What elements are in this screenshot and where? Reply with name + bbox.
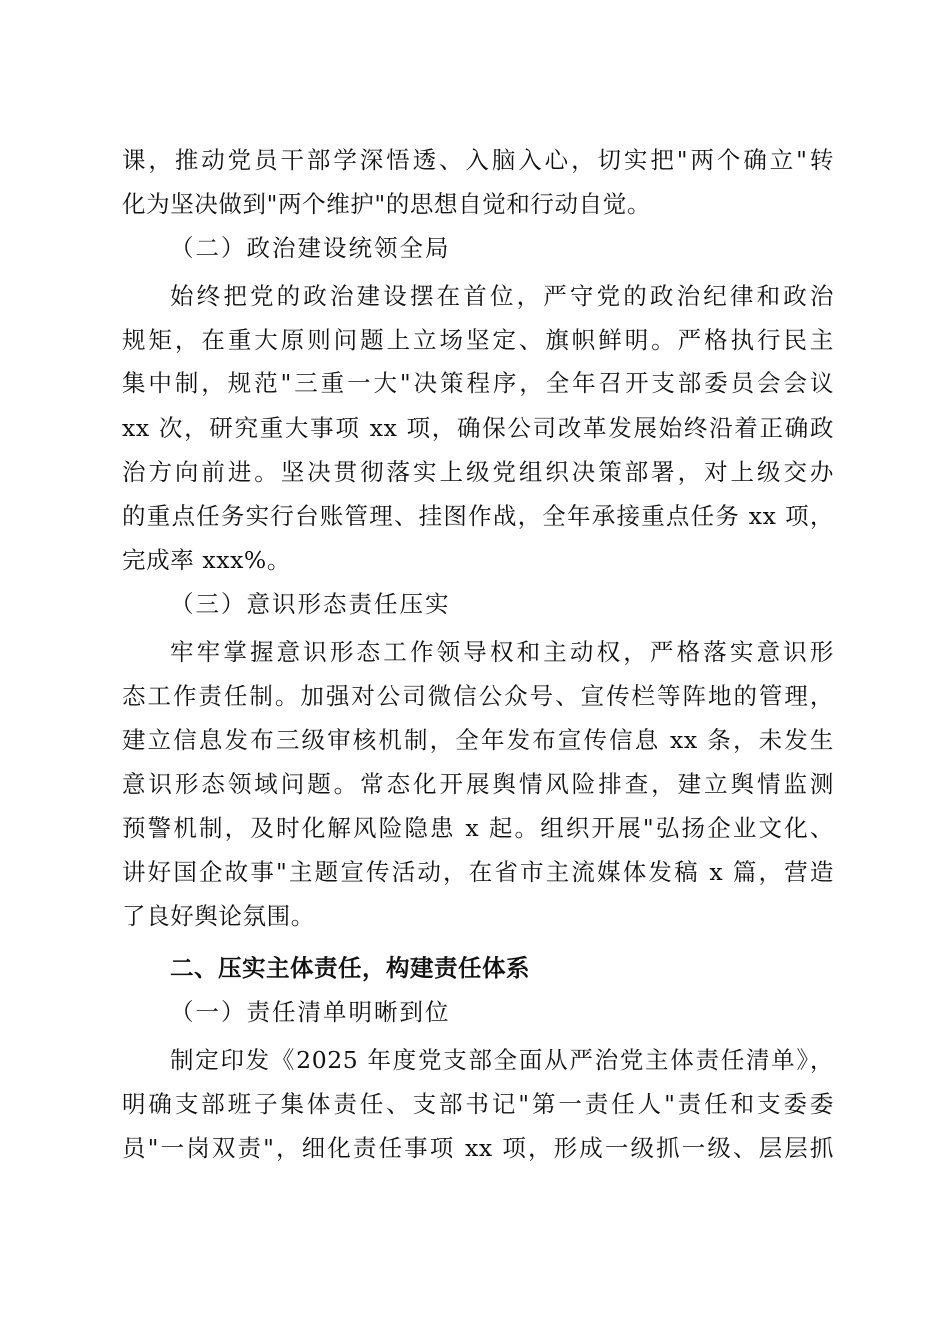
paragraph-line: 讲好国企故事"主题宣传活动，在省市主流媒体发稿 x 篇，营造 (122, 858, 834, 886)
paragraph-line: 建立信息发布三级审核机制，全年发布宣传信息 xx 条，未发生 (122, 726, 834, 754)
section-heading-responsibility-system: 二、压实主体责任，构建责任体系 (170, 954, 530, 982)
paragraph-line: 明确支部班子集体责任、支部书记"第一责任人"责任和支委委 (122, 1090, 834, 1118)
paragraph-line: 员"一岗双责"，细化责任事项 xx 项，形成一级抓一级、层层抓 (122, 1134, 834, 1162)
paragraph-line: 态工作责任制。加强对公司微信公众号、宣传栏等阵地的管理， (122, 682, 834, 710)
subheading-responsibility-list: （一）责任清单明晰到位 (170, 998, 451, 1026)
paragraph-line: 预警机制，及时化解风险隐患 x 起。组织开展"弘扬企业文化、 (122, 814, 834, 842)
paragraph-line: 了良好舆论氛围。 (122, 902, 315, 930)
paragraph-line: 意识形态领域问题。常态化开展舆情风险排查，建立舆情监测 (122, 770, 834, 798)
paragraph-line: 课，推动党员干部学深悟透、入脑入心，切实把"两个确立"转 (122, 146, 834, 174)
paragraph-line: 完成率 xxx%。 (122, 546, 291, 574)
paragraph-line: 始终把党的政治建设摆在首位，严守党的政治纪律和政治 (170, 282, 834, 310)
paragraph-line: 牢牢掌握意识形态工作领导权和主动权，严格落实意识形 (170, 638, 834, 666)
paragraph-line: 制定印发《2025 年度党支部全面从严治党主体责任清单》， (170, 1046, 834, 1074)
paragraph-line: 规矩，在重大原则问题上立场坚定、旗帜鲜明。严格执行民主 (122, 326, 834, 354)
subheading-ideology-responsibility: （三）意识形态责任压实 (170, 590, 451, 618)
subheading-political-construction: （二）政治建设统领全局 (170, 234, 451, 262)
paragraph-line: 治方向前进。坚决贯彻落实上级党组织决策部署，对上级交办 (122, 458, 834, 486)
paragraph-line: xx 次，研究重大事项 xx 项，确保公司改革发展始终沿着正确政 (122, 414, 834, 442)
paragraph-line: 化为坚决做到"两个维护"的思想自觉和行动自觉。 (122, 190, 651, 218)
paragraph-line: 集中制，规范"三重一大"决策程序，全年召开支部委员会会议 (122, 369, 834, 397)
paragraph-line: 的重点任务实行台账管理、挂图作战，全年承接重点任务 xx 项， (122, 502, 834, 530)
